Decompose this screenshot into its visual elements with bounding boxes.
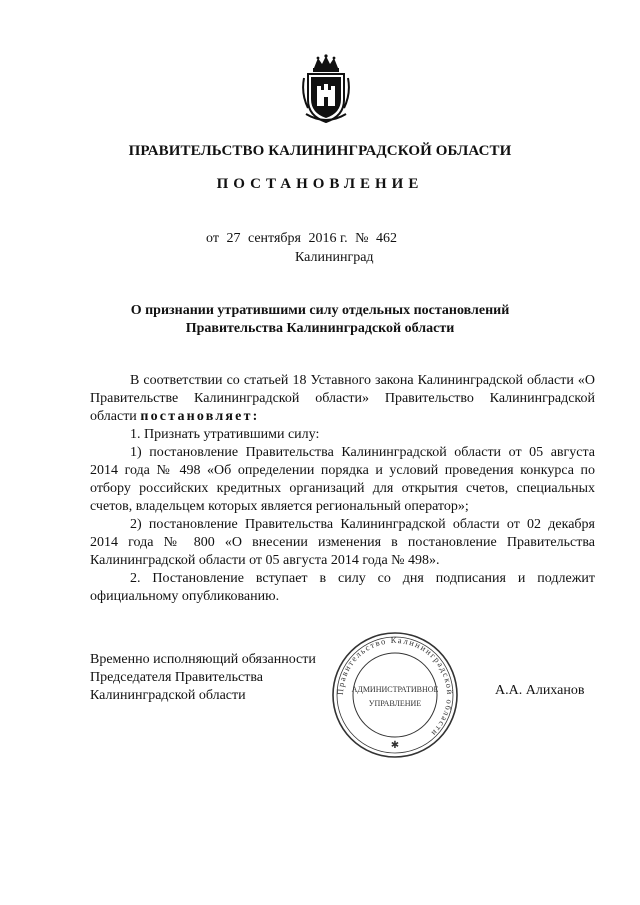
- date-year: 2016 г.: [308, 231, 348, 246]
- number-label: №: [355, 231, 369, 246]
- document-body: [90, 372, 595, 606]
- subject-line-2: Правительства Калининградской области: [185, 321, 455, 336]
- item-1-2: 2) постановление Правительства Калининградской области от 02 декабря 2014 года № 800 «О внесении изменения в постановление Правительства Калининградской области от 05 августа 2014 года № 498».: [90, 517, 595, 568]
- date-number-line: [206, 231, 401, 247]
- stamp-inner-line-2: УПРАВЛЕНИЕ: [368, 699, 422, 708]
- signer-position-line-2: Председателя Правительства: [90, 670, 264, 685]
- signer-position-line-3: Калининградской области: [90, 688, 246, 703]
- document-number: 462: [376, 231, 397, 246]
- item-2: 2. Постановление вступает в силу со дня подписания и подлежит официальному опубликованию.: [90, 571, 595, 604]
- signer-position-line-1: Временно исполняющий обязанности: [90, 652, 316, 667]
- item-1: 1. Признать утратившими силу:: [130, 427, 320, 442]
- city: Калининград: [295, 250, 374, 265]
- coat-of-arms-icon: [300, 54, 352, 124]
- government-title: ПРАВИТЕЛЬСТВО КАЛИНИНГРАДСКОЙ ОБЛАСТИ: [128, 143, 512, 159]
- official-stamp: [330, 630, 460, 760]
- date-month: сентября: [247, 231, 301, 246]
- resolves-word: постановляет:: [140, 409, 260, 424]
- item-1-1: 1) постановление Правительства Калининградской области от 05 августа 2014 года № 498 «Об определении порядка и условий проведения конкурса по отбору российских кредитных организаций для открытия счетов, специальных счетов, владельцем которых является региональный оператор»;: [90, 445, 595, 514]
- stamp-outer-text: Правительство Калининградской области: [334, 634, 456, 740]
- signer-position: [90, 651, 316, 705]
- document-subject: [0, 302, 640, 338]
- preamble-text: В соответствии со статьей 18 Уставного закона Калининградской области «О Правительстве Калининградской области» Правительство Калининградской области: [90, 373, 595, 424]
- stamp-inner-line-1: АДМИНИСТРАТИВНОЕ: [351, 685, 439, 694]
- document-type: ПОСТАНОВЛЕНИЕ: [216, 176, 424, 192]
- date-day: 27: [226, 231, 241, 246]
- stamp-star-icon: ✱: [390, 740, 400, 751]
- subject-line-1: О признании утратившими силу отдельных постановлений: [130, 303, 510, 318]
- signer-name: А.А. Алиханов: [495, 683, 585, 698]
- preamble-paragraph: [90, 372, 595, 426]
- date-prefix: от: [206, 231, 219, 246]
